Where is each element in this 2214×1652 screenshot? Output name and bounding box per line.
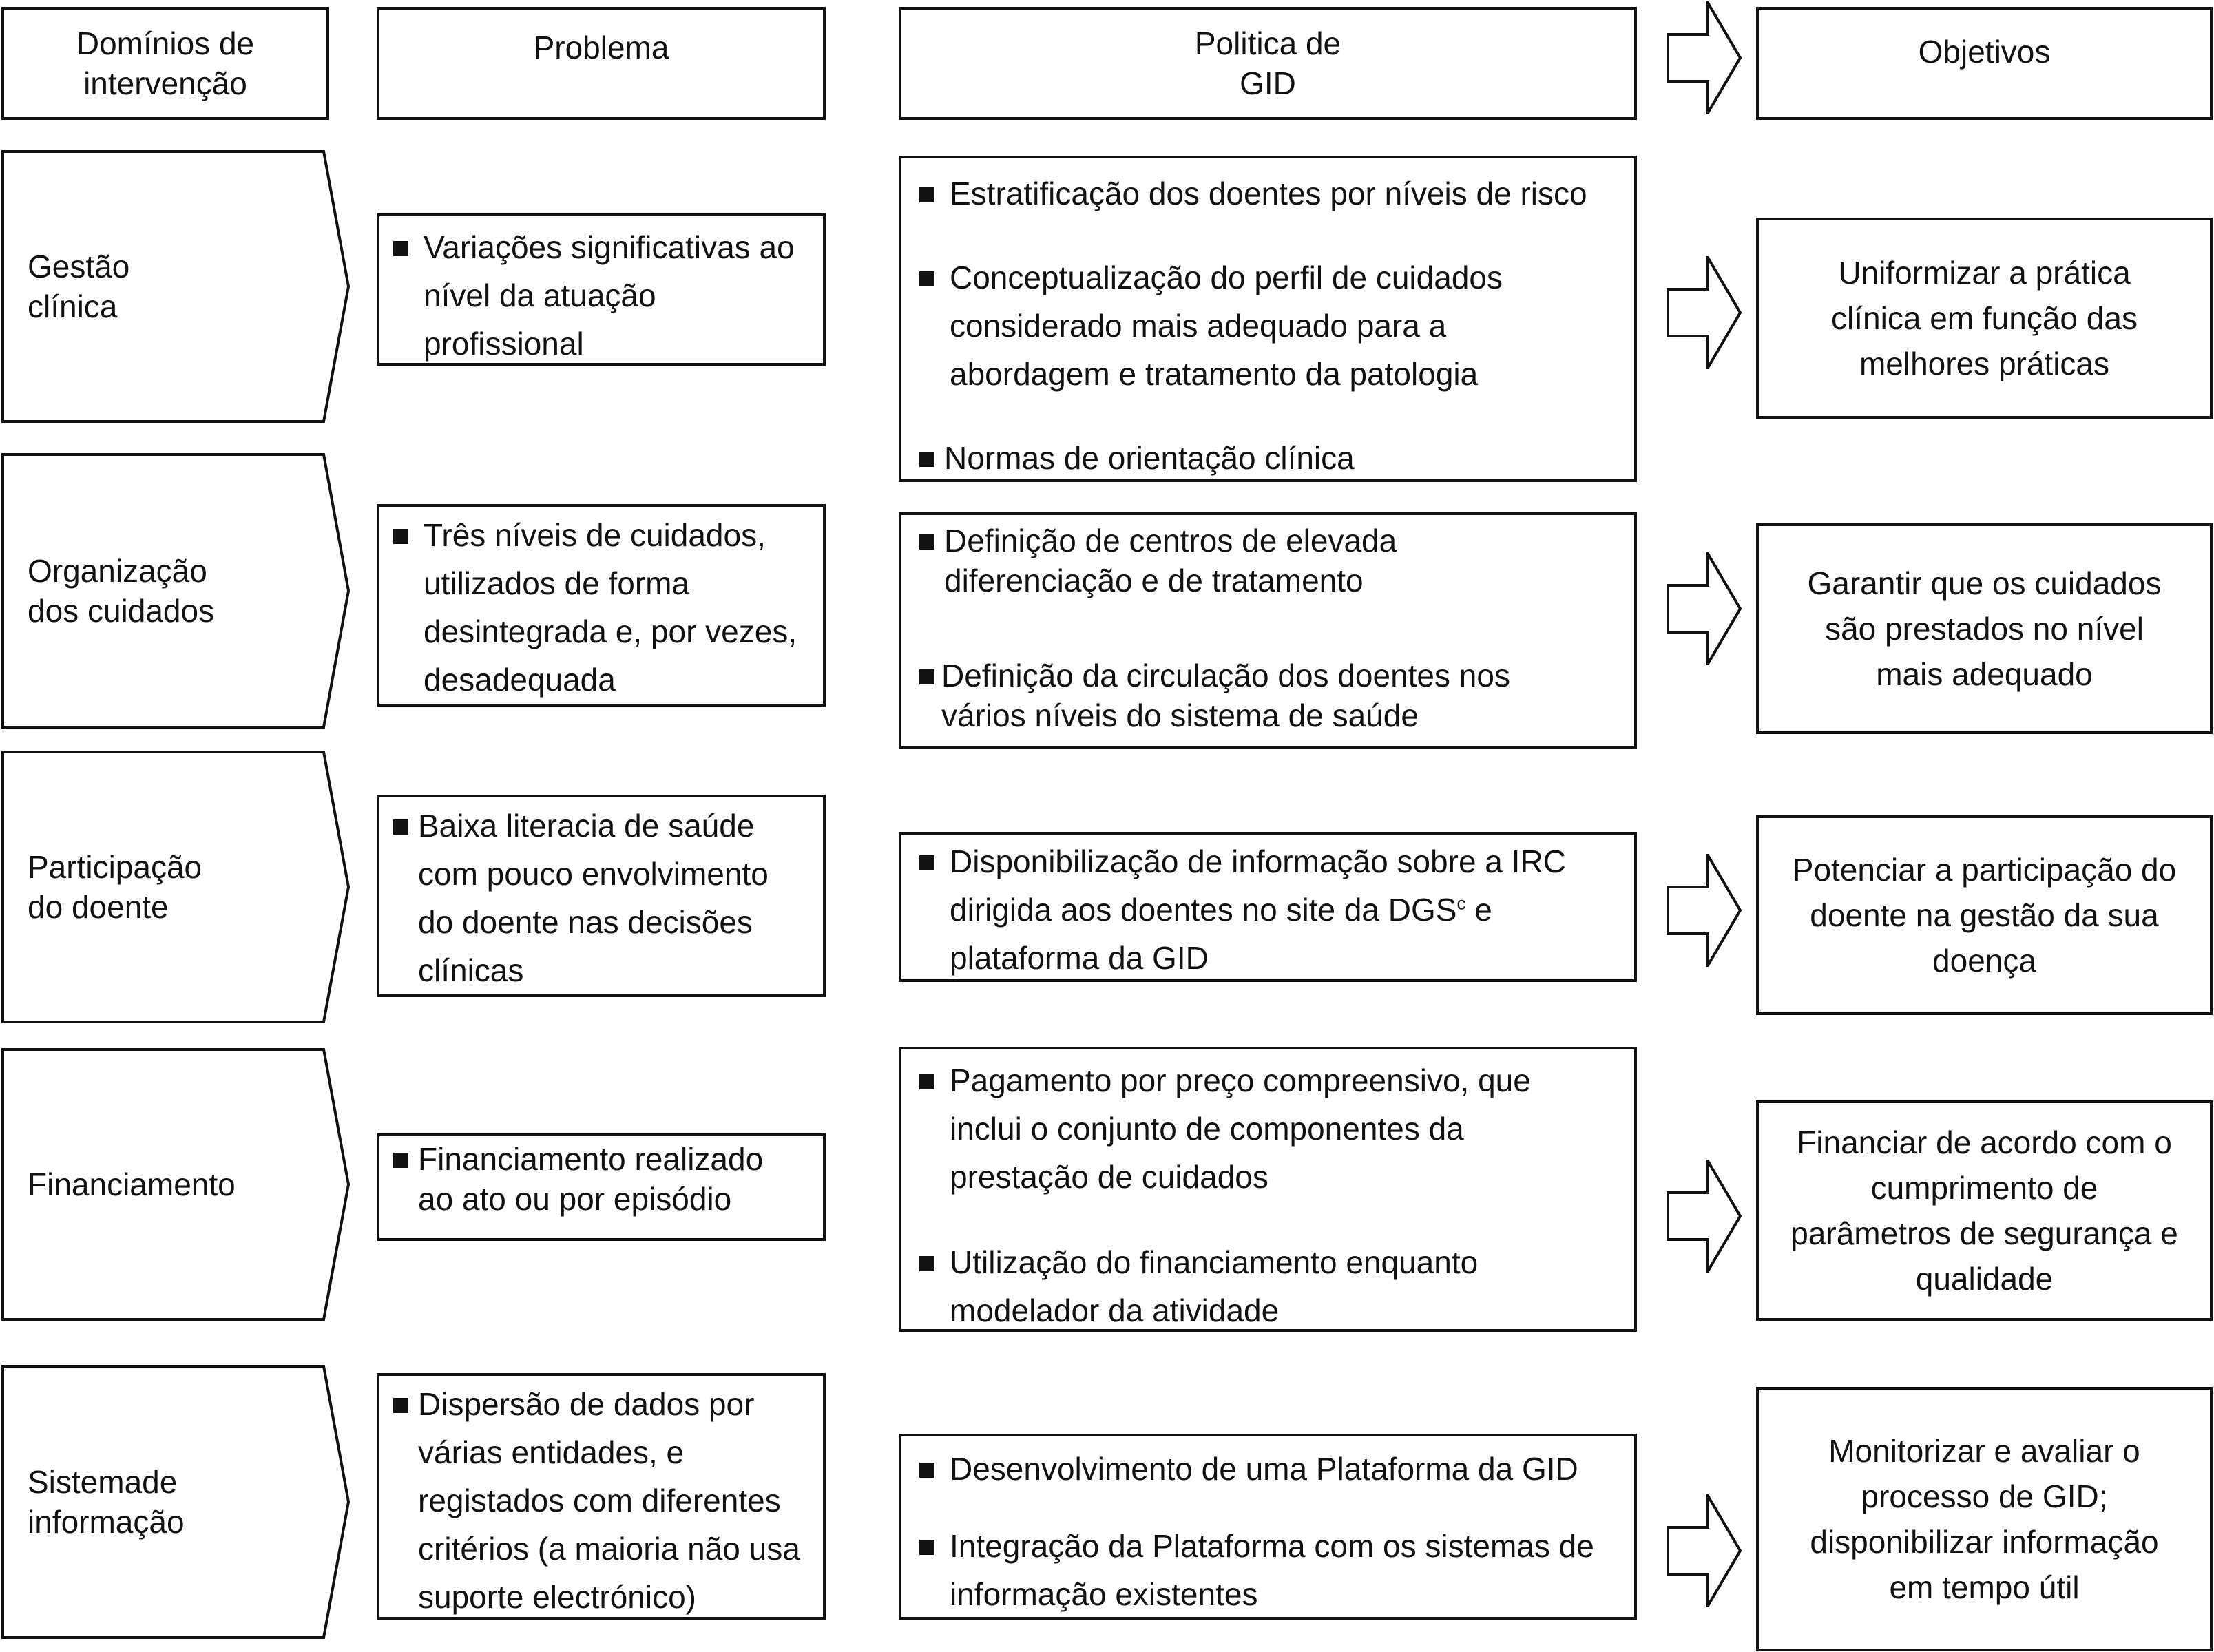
arrow-right-icon xyxy=(1667,552,1742,665)
domain-label: Organização dos cuidados xyxy=(28,553,215,629)
bullet-square-icon xyxy=(919,271,934,286)
bullet-square-icon xyxy=(919,855,934,870)
domain-label: Participação do doente xyxy=(28,849,202,925)
policy-item: Normas de orientação clínica xyxy=(919,434,1629,482)
policy-item: Definição de centros de elevada diferenciação e de tratamento xyxy=(919,521,1629,600)
domain-label: Financiamento xyxy=(28,1167,236,1202)
objective-text: Garantir que os cuidados são prestados no nível mais adequado xyxy=(1807,565,2162,692)
superscript-c: c xyxy=(1456,892,1466,914)
bullet-square-icon xyxy=(919,452,934,467)
objective-box-2 xyxy=(1756,523,2213,734)
problem-item: Baixa literacia de saúde com pouco envolvimento do doente nas decisões clínicas xyxy=(393,802,820,994)
problem-item: Financiamento realizado ao ato ou por episódio xyxy=(393,1139,820,1219)
bullet-square-icon xyxy=(919,1256,934,1271)
header-arrow-icon xyxy=(1667,1,1742,114)
objective-box-5 xyxy=(1756,1387,2213,1651)
header-objectives xyxy=(1756,7,2213,120)
problem-box-1 xyxy=(377,213,826,366)
objective-box-3 xyxy=(1756,815,2213,1015)
bullet-square-icon xyxy=(919,1074,934,1089)
problem-box-5 xyxy=(377,1373,826,1620)
arrow-right-icon xyxy=(1667,1494,1742,1607)
policy-item: Conceptualização do perfil de cuidados considerado mais adequado para a abordagem e tratamento da patologia xyxy=(919,253,1629,398)
domain-organizacao-cuidados xyxy=(0,452,351,730)
policy-box-3 xyxy=(899,832,1637,982)
problem-box-4 xyxy=(377,1133,826,1241)
problem-item: Variações significativas ao nível da atuação profissional xyxy=(393,223,820,368)
arrow-right-icon xyxy=(1667,854,1742,967)
arrow-right-icon xyxy=(1667,1160,1742,1273)
domain-participacao-doente xyxy=(0,749,351,1025)
policy-box-2 xyxy=(899,512,1637,749)
bullet-square-icon xyxy=(919,1463,934,1478)
domain-financiamento xyxy=(0,1047,351,1322)
header-domains-text: Domínios de intervenção xyxy=(76,25,255,101)
header-objectives-text: Objetivos xyxy=(1918,34,2051,70)
objective-text: Uniformizar a prática clínica em função das melhores práticas xyxy=(1831,255,2138,381)
domain-label: Gestão clínica xyxy=(28,249,130,324)
bullet-square-icon xyxy=(919,187,934,202)
policy-item: Integração da Plataforma com os sistemas de informação existentes xyxy=(919,1522,1629,1618)
policy-item: Utilização do financiamento enquanto modelador da atividade xyxy=(919,1238,1629,1335)
objective-text: Financiar de acordo com o cumprimento de parâmetros de segurança e qualidade xyxy=(1790,1125,2178,1297)
objective-text: Potenciar a participação do doente na gestão da sua doença xyxy=(1792,852,2177,979)
objective-box-4 xyxy=(1756,1100,2213,1321)
problem-box-3 xyxy=(377,795,826,997)
arrow-right-icon xyxy=(1667,256,1742,369)
bullet-square-icon xyxy=(393,819,408,835)
policy-box-1 xyxy=(899,156,1637,482)
problem-item: Três níveis de cuidados, utilizados de forma desintegrada e, por vezes, desadequada xyxy=(393,511,820,704)
header-problem-text: Problema xyxy=(533,30,669,65)
objective-box-1 xyxy=(1756,218,2213,419)
domain-sistema-informacao xyxy=(0,1363,351,1640)
bullet-square-icon xyxy=(919,669,934,684)
header-problem xyxy=(377,7,826,120)
policy-item: Disponibilização de informação sobre a IRC dirigida aos doentes no site da DGS$^c$ e plataforma da GID xyxy=(919,837,1629,982)
bullet-square-icon xyxy=(919,1540,934,1555)
problem-item: Dispersão de dados por várias entidades, e registados com diferentes critérios (a maioria não usa suporte electrónico) xyxy=(393,1380,820,1621)
policy-item: Estratificação dos doentes por níveis de risco xyxy=(919,169,1629,218)
objective-text: Monitorizar e avaliar o processo de GID; disponibilizar informação em tempo útil xyxy=(1810,1433,2159,1605)
domain-label: Sistemade informação xyxy=(28,1464,185,1540)
bullet-square-icon xyxy=(393,529,408,544)
bullet-square-icon xyxy=(393,1398,408,1413)
header-policy-text: Politica de GID xyxy=(1194,25,1341,101)
policy-box-5 xyxy=(899,1434,1637,1620)
bullet-square-icon xyxy=(919,534,934,550)
header-policy xyxy=(899,7,1637,120)
bullet-square-icon xyxy=(393,1153,408,1168)
bullet-square-icon xyxy=(393,241,408,256)
policy-item: Desenvolvimento de uma Plataforma da GID xyxy=(919,1445,1629,1493)
policy-item: Pagamento por preço compreensivo, que inclui o conjunto de componentes da prestação de cuidados xyxy=(919,1056,1629,1201)
header-domains xyxy=(1,7,329,120)
policy-item: Definição da circulação dos doentes nos vários níveis do sistema de saúde xyxy=(919,656,1629,735)
problem-box-2 xyxy=(377,504,826,707)
policy-box-4 xyxy=(899,1047,1637,1332)
domain-gestao-clinica xyxy=(0,149,351,424)
